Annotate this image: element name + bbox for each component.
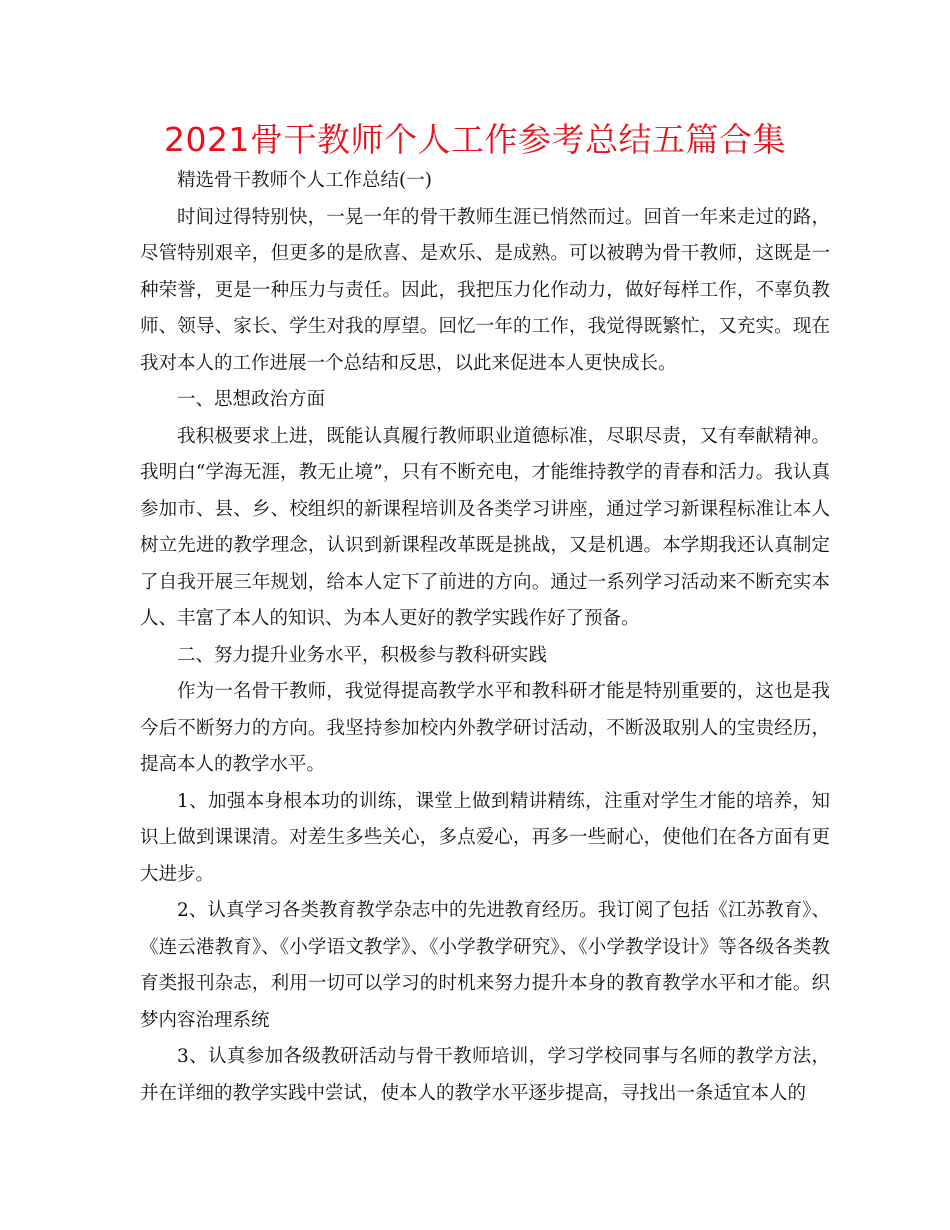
document-title: 2021骨干教师个人工作参考总结五篇合集 (164, 120, 786, 159)
list-item-3: 3、认真参加各级教研活动与骨干教师培训，学习学校同事与名师的教学方法，并在详细的教学实践中尝试，使本人的教学水平逐步提高，寻找出一条适宜本人的 (140, 1046, 830, 1104)
paragraph-politics: 我积极要求上进，既能认真履行教师职业道德标准，尽职尽责，又有奉献精神。我明白“学海无涯，教无止境”，只有不断充电，才能维持教学的青春和活力。我认真参加市、县、乡、校组织的新课程培训及各类学习讲座，通过学习新课程标准让本人树立先进的教学理念，认识到新课程改革既是挑战，又是机遇。本学期我还认真制定了自我开展三年规划，给本人定下了前进的方向。通过一系列学习活动来不断充实本人、丰富了本人的知识、为本人更好的教学实践作好了预备。 (140, 425, 830, 629)
document-body (140, 163, 830, 1112)
section-heading-1: 精选骨干教师个人工作总结(一) (177, 170, 432, 191)
section-heading-3: 二、努力提升业务水平，积极参与教科研实践 (177, 644, 548, 666)
paragraph-intro: 时间过得特别快，一晃一年的骨干教师生涯已悄然而过。回首一年来走过的路，尽管特别艰辛，但更多的是欣喜、是欢乐、是成熟。可以被聘为骨干教师，这既是一种荣誉，更是一种压力与责任。因此，我把压力化作动力，做好每样工作，不辜负教师、领导、家长、学生对我的厚望。回忆一年的工作，我觉得既繁忙，又充实。现在我对本人的工作进展一个总结和反思，以此来促进本人更快成长。 (140, 206, 830, 374)
list-item-2: 2、认真学习各类教育教学杂志中的先进教育经历。我订阅了包括《江苏教育》、《连云港教育》、《小学语文教学》、《小学教学研究》、《小学教学设计》等各级各类教育类报刊杂志，利用一切可以学习的时机来努力提升本身的教育教学水平和才能。织梦内容治理系统 (140, 900, 830, 1031)
paragraph-teaching: 作为一名骨干教师，我觉得提高教学水平和教科研才能是特别重要的，这也是我今后不断努力的方向。我坚持参加校内外教学研讨活动，不断汲取别人的宝贵经历，提高本人的教学水平。 (140, 681, 830, 775)
section-heading-2: 一、思想政治方面 (177, 389, 326, 410)
list-item-1: 1、加强本身根本功的训练，课堂上做到精讲精练，注重对学生才能的培养，知识上做到课课清。对差生多些关心，多点爱心，再多一些耐心，使他们在各方面有更大进步。 (140, 790, 830, 885)
